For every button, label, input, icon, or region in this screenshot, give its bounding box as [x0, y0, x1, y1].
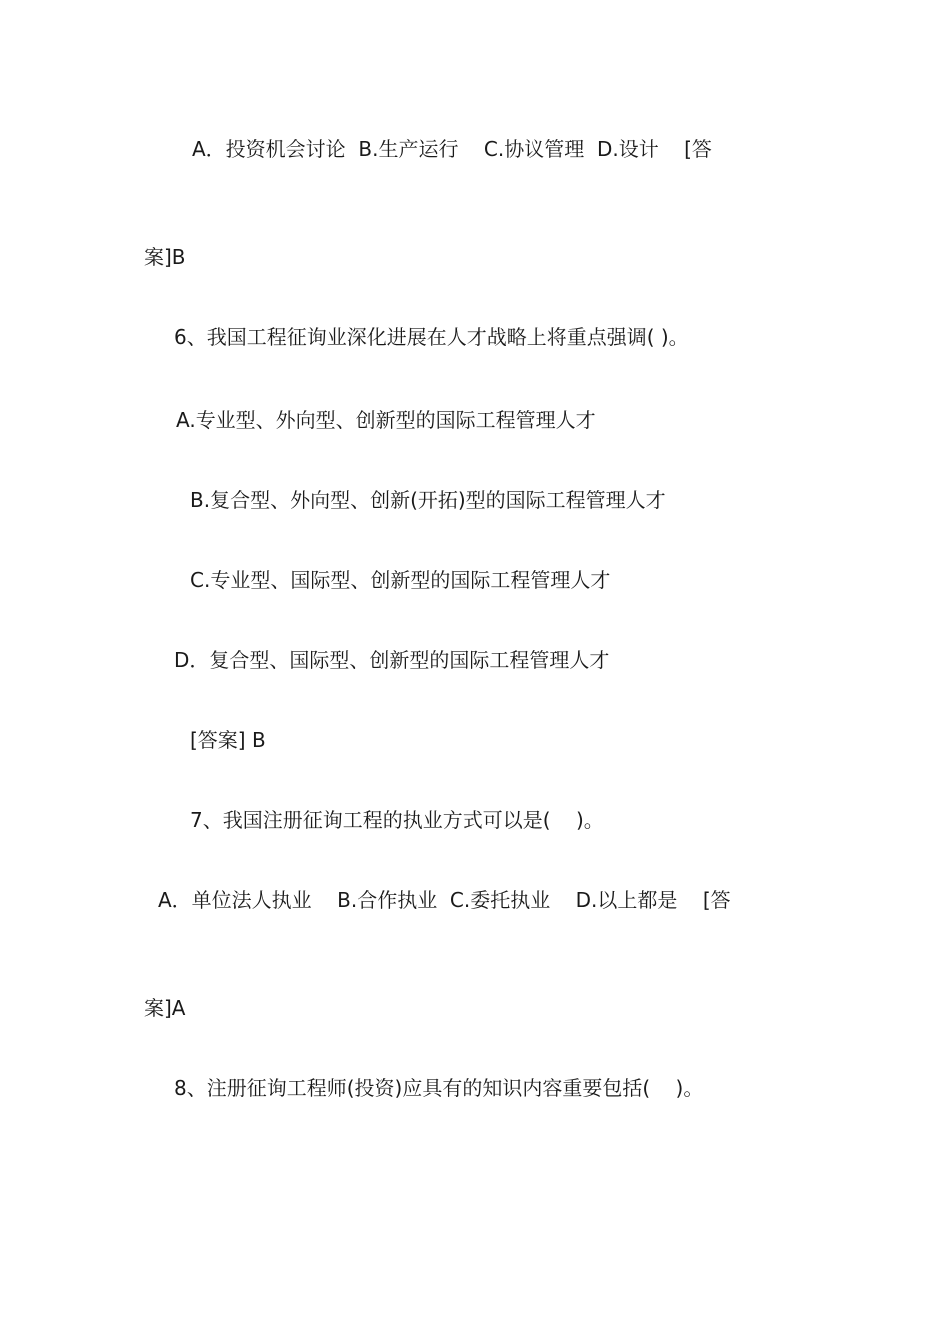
question-5-answer: 案]B — [144, 245, 186, 269]
question-6-option-b: B.复合型、外向型、创新(开拓)型的国际工程管理人才 — [190, 488, 666, 512]
question-7-answer: 案]A — [144, 996, 186, 1020]
question-6-option-a: A.专业型、外向型、创新型的国际工程管理人才 — [176, 408, 596, 432]
question-6-option-c: C.专业型、国际型、创新型的国际工程管理人才 — [190, 568, 611, 592]
question-6-option-d: D．复合型、国际型、创新型的国际工程管理人才 — [174, 648, 610, 672]
question-8-stem: 8、注册征询工程师(投资)应具有的知识内容重要包括( )。 — [174, 1076, 704, 1100]
question-7-stem: 7、我国注册征询工程的执业方式可以是( )。 — [190, 808, 604, 832]
question-6-answer: [答案] B — [190, 728, 266, 752]
question-6-stem: 6、我国工程征询业深化进展在人才战略上将重点强调( )。 — [174, 325, 689, 349]
question-7-options: A．单位法人执业 B.合作执业 C.委托执业 D.以上都是 [答 — [158, 888, 731, 912]
question-5-options: A．投资机会讨论 B.生产运行 C.协议管理 D.设计 [答 — [192, 137, 712, 161]
